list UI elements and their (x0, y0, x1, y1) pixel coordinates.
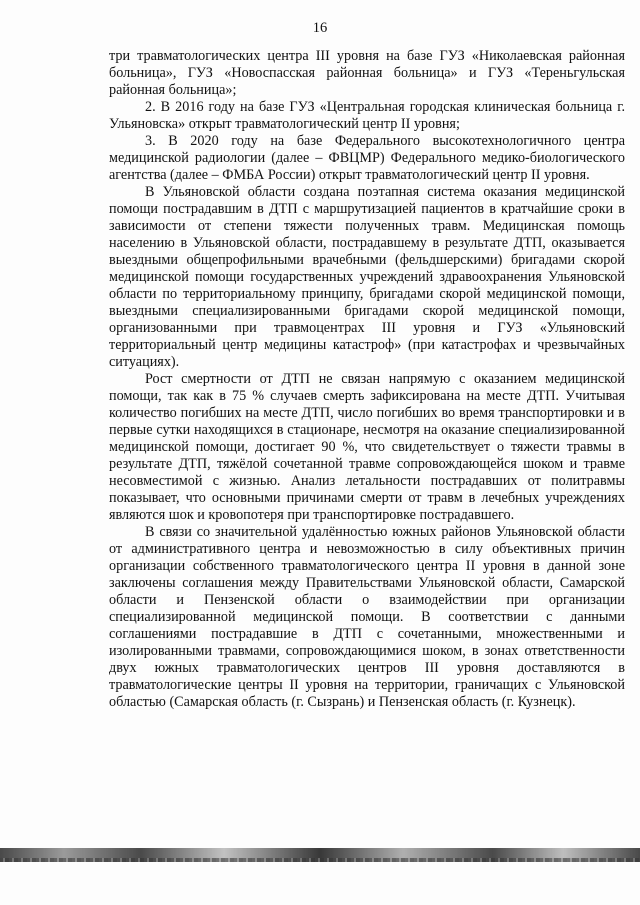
paragraph-southern-districts: В связи со значительной удалённостью южных районов Ульяновской области от административного центра и невозможностью в силу объективных причин организации собственного травматологического центра II уровня в данной зоне заключены соглашения между Правительствами Ульяновской области, Самарской области и Пензенской области о взаимодействии при организации специализированной медицинской помощи. В соответствии с данными соглашениями пострадавшие в ДТП с сочетанными, множественными и изолированными травмами, сопровождающимися шоком, в зонах ответственности двух южных травматологических центров III уровня доставляются в травматологические центры II уровня на территории, граничащих с Ульяновской областью (Самарская область (г. Сызрань) и Пензенская область (г. Кузнецк). (109, 524, 625, 710)
paragraph-2016-center: 2. В 2016 году на базе ГУЗ «Центральная городская клиническая больница г. Ульяновска» открыт травматологический центр II уровня; (109, 99, 625, 132)
scan-edge-artifact (0, 848, 640, 862)
paragraph-2020-center: 3. В 2020 году на базе Федерального высокотехнологичного центра медицинской радиологии (далее – ФВЦМР) Федерального медико-биологического агентства (далее – ФМБА России) открыт травматологический центр II уровня. (109, 133, 625, 183)
paragraph-mortality: Рост смертности от ДТП не связан напрямую с оказанием медицинской помощи, так как в 75 % случаев смерть зафиксирована на месте ДТП. Учитывая количество погибших на месте ДТП, число погибших во время транспортировки и в первые сутки находящихся в стационаре, несмотря на оказание специализированной медицинской помощи, достигает 90 %, что свидетельствует о тяжести травмы в результате ДТП, тяжёлой сочетанной травме сопровождающейся шоком и травме несовместимой с жизнью. Анализ летальности пострадавших от политравмы показывает, что основными причинами смерти от травм в лечебных учреждениях являются шок и кровопотеря при транспортировке пострадавшего. (109, 371, 625, 523)
document-body (109, 48, 625, 711)
paragraph-trauma-centers-level-3: три травматологических центра III уровня на базе ГУЗ «Николаевская районная больница», ГУЗ «Новоспасская районная больница» и ГУЗ «Тереньгульская районная больница»; (109, 48, 625, 98)
paragraph-care-system: В Ульяновской области создана поэтапная система оказания медицинской помощи пострадавшим в ДТП с маршрутизацией пациентов в кратчайшие сроки в зависимости от степени тяжести полученных травм. Медицинская помощь населению в Ульяновской области, пострадавшему в результате ДТП, оказывается выездными общепрофильными врачебными (фельдшерскими) бригадами скорой медицинской помощи государственных учреждений здравоохранения Ульяновской области по территориальному принципу, бригадами скорой медицинской помощи, выездными специализированными бригадами скорой медицинской помощи, организованными при травмоцентрах III уровня и ГУЗ «Ульяновский территориальный центр медицины катастроф» (при катастрофах и чрезвычайных ситуациях). (109, 184, 625, 370)
page-number: 16 (312, 20, 328, 36)
